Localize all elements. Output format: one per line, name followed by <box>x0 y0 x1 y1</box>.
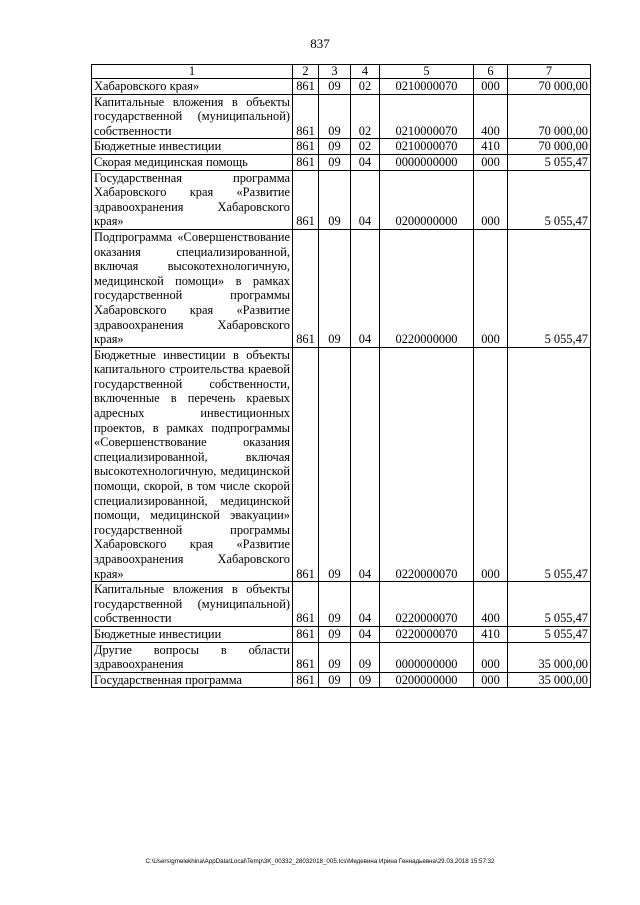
row-value-cell: 09 <box>319 642 351 672</box>
row-value-cell: 04 <box>351 347 380 582</box>
row-value-cell: 0200000000 <box>380 672 474 688</box>
row-name-cell: Подпрограмма «Совершенствование оказания специализированной, включая высокотехнологичную, медицинской помощи» в рамках государственной программы Хабаровского края «Развитие здравоохранения Хабаровского края» <box>92 229 293 347</box>
row-value-cell: 000 <box>474 672 508 688</box>
row-value-cell: 000 <box>474 347 508 582</box>
row-value-cell: 5 055,47 <box>508 154 591 170</box>
row-value-cell: 861 <box>293 672 319 688</box>
row-value-cell: 861 <box>293 154 319 170</box>
row-value-cell: 861 <box>293 170 319 229</box>
row-value-cell: 0000000000 <box>380 154 474 170</box>
row-value-cell: 861 <box>293 94 319 139</box>
row-value-cell: 000 <box>474 79 508 95</box>
row-value-cell: 861 <box>293 582 319 627</box>
header-cell: 3 <box>319 65 351 79</box>
row-value-cell: 0000000000 <box>380 642 474 672</box>
row-value-cell: 861 <box>293 79 319 95</box>
table-row <box>92 229 591 347</box>
table-row <box>92 672 591 688</box>
row-value-cell: 861 <box>293 642 319 672</box>
row-value-cell: 400 <box>474 582 508 627</box>
row-value-cell: 09 <box>319 347 351 582</box>
row-name-cell: Скорая медицинская помощь <box>92 154 293 170</box>
file-path-footer: C:\Users\gmelekhina\AppData\Local\Temp\3K_00332_28032018_005.tcs\Медевина Ирина Геннадьевна\29.03.2018 15:57:32 <box>145 858 495 865</box>
row-value-cell: 02 <box>351 139 380 155</box>
row-name-cell: Другие вопросы в области здравоохранения <box>92 642 293 672</box>
row-value-cell: 000 <box>474 154 508 170</box>
row-value-cell: 410 <box>474 139 508 155</box>
row-value-cell: 04 <box>351 229 380 347</box>
row-value-cell: 09 <box>319 79 351 95</box>
row-name-cell: Бюджетные инвестиции в объекты капитального строительства краевой государственной собственности, включенные в перечень краевых адресных инвестиционных проектов, в рамках подпрограммы «Совершенствование оказания специализированной, включая высокотехнологичную, медицинской помощи, скорой, в том числе скорой специализированной, медицинской помощи, медицинской эвакуации» государственной программы Хабаровского края «Развитие здравоохранения Хабаровского края» <box>92 347 293 582</box>
row-value-cell: 02 <box>351 79 380 95</box>
table-row <box>92 347 591 582</box>
row-value-cell: 5 055,47 <box>508 170 591 229</box>
row-name-cell: Капитальные вложения в объекты государственной (муниципальной) собственности <box>92 94 293 139</box>
row-value-cell: 0210000070 <box>380 79 474 95</box>
row-value-cell: 5 055,47 <box>508 229 591 347</box>
row-value-cell: 000 <box>474 170 508 229</box>
row-value-cell: 861 <box>293 347 319 582</box>
header-row <box>92 65 591 79</box>
row-value-cell: 0220000000 <box>380 229 474 347</box>
row-value-cell: 861 <box>293 229 319 347</box>
table-row <box>92 642 591 672</box>
row-value-cell: 04 <box>351 626 380 642</box>
page-number: 837 <box>310 36 330 51</box>
row-value-cell: 0200000000 <box>380 170 474 229</box>
row-value-cell: 09 <box>319 672 351 688</box>
row-name-cell: Хабаровского края» <box>92 79 293 95</box>
row-value-cell: 04 <box>351 170 380 229</box>
table-row <box>92 582 591 627</box>
row-value-cell: 0220000070 <box>380 582 474 627</box>
row-value-cell: 02 <box>351 94 380 139</box>
row-value-cell: 35 000,00 <box>508 642 591 672</box>
row-value-cell: 70 000,00 <box>508 139 591 155</box>
row-value-cell: 09 <box>319 139 351 155</box>
table-row <box>92 154 591 170</box>
budget-table <box>91 64 591 688</box>
row-name-cell: Государственная программа Хабаровского края «Развитие здравоохранения Хабаровского края» <box>92 170 293 229</box>
row-value-cell: 09 <box>351 672 380 688</box>
row-value-cell: 09 <box>351 642 380 672</box>
row-name-cell: Государственная программа <box>92 672 293 688</box>
row-value-cell: 09 <box>319 626 351 642</box>
table-row <box>92 94 591 139</box>
row-value-cell: 0220000070 <box>380 626 474 642</box>
row-value-cell: 09 <box>319 582 351 627</box>
row-name-cell: Бюджетные инвестиции <box>92 626 293 642</box>
row-value-cell: 000 <box>474 229 508 347</box>
row-value-cell: 35 000,00 <box>508 672 591 688</box>
row-value-cell: 09 <box>319 154 351 170</box>
header-cell: 5 <box>380 65 474 79</box>
row-name-cell: Бюджетные инвестиции <box>92 139 293 155</box>
row-value-cell: 70 000,00 <box>508 79 591 95</box>
row-value-cell: 09 <box>319 229 351 347</box>
row-value-cell: 861 <box>293 139 319 155</box>
row-value-cell: 410 <box>474 626 508 642</box>
row-value-cell: 09 <box>319 94 351 139</box>
row-value-cell: 04 <box>351 582 380 627</box>
header-cell: 7 <box>508 65 591 79</box>
header-cell: 1 <box>92 65 293 79</box>
header-cell: 2 <box>293 65 319 79</box>
row-value-cell: 5 055,47 <box>508 582 591 627</box>
row-name-cell: Капитальные вложения в объекты государственной (муниципальной) собственности <box>92 582 293 627</box>
row-value-cell: 400 <box>474 94 508 139</box>
row-value-cell: 861 <box>293 626 319 642</box>
row-value-cell: 5 055,47 <box>508 626 591 642</box>
row-value-cell: 04 <box>351 154 380 170</box>
row-value-cell: 5 055,47 <box>508 347 591 582</box>
header-cell: 4 <box>351 65 380 79</box>
table-row <box>92 170 591 229</box>
row-value-cell: 0220000070 <box>380 347 474 582</box>
table-row <box>92 79 591 95</box>
row-value-cell: 09 <box>319 170 351 229</box>
row-value-cell: 000 <box>474 642 508 672</box>
header-cell: 6 <box>474 65 508 79</box>
row-value-cell: 70 000,00 <box>508 94 591 139</box>
row-value-cell: 0210000070 <box>380 94 474 139</box>
table-row <box>92 626 591 642</box>
row-value-cell: 0210000070 <box>380 139 474 155</box>
table-row <box>92 139 591 155</box>
